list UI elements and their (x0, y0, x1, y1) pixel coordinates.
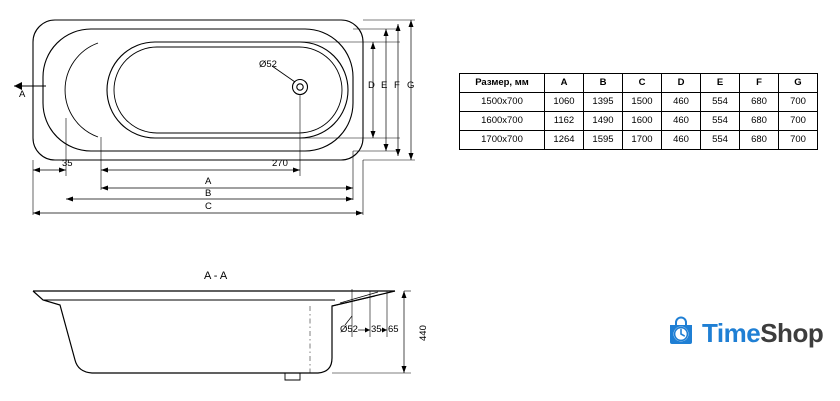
table-header-cell: F (740, 74, 779, 93)
clock-shopping-bag-icon (666, 316, 696, 351)
table-cell: 680 (740, 93, 779, 112)
table-header-cell: Размер, мм (460, 74, 545, 93)
logo-text-shop: Shop (760, 318, 824, 348)
dim-f-label: F (394, 80, 400, 91)
table-row (460, 93, 818, 112)
section-title-label: A - A (204, 270, 228, 282)
table-cell: 1490 (584, 112, 623, 131)
table-cell: 554 (701, 131, 740, 150)
table-header-cell: A (545, 74, 584, 93)
table-row (460, 131, 818, 150)
table-cell: 460 (662, 131, 701, 150)
table-header-cell: B (584, 74, 623, 93)
table-cell: 1600 (623, 112, 662, 131)
section-marker-a-label: A (19, 89, 26, 100)
dimensions-table (459, 73, 818, 150)
table-cell: 700 (779, 93, 818, 112)
table-cell: 1600x700 (460, 112, 545, 131)
drain-diameter-label: Ø52 (259, 59, 277, 70)
table-cell: 1395 (584, 93, 623, 112)
tub-outer-outline (33, 20, 363, 160)
section-dim-440-label: 440 (418, 325, 429, 341)
dim-a-label: A (205, 176, 212, 187)
dim-e-label: E (381, 80, 388, 91)
table-header-cell: E (701, 74, 740, 93)
table-cell: 1060 (545, 93, 584, 112)
table-row (460, 112, 818, 131)
dim-g-label: G (407, 80, 415, 91)
dim-c-label: C (205, 201, 212, 212)
dim-b-label: B (205, 188, 212, 199)
timeshop-logo[interactable] (666, 316, 823, 351)
table-cell: 460 (662, 112, 701, 131)
tub-bowl-inner-outline (114, 47, 342, 133)
section-right-shoulder (332, 296, 375, 306)
tub-bowl-outline (107, 42, 348, 138)
section-drain-diameter-label: Ø52 (340, 324, 358, 335)
table-cell: 680 (740, 112, 779, 131)
drain-inner-circle (297, 84, 303, 90)
table-cell: 1700 (623, 131, 662, 150)
table-cell: 554 (701, 112, 740, 131)
table-header-row (460, 74, 818, 93)
table-cell: 1500 (623, 93, 662, 112)
dim-d-label: D (368, 80, 375, 91)
table-cell: 1700x700 (460, 131, 545, 150)
table-cell: 1264 (545, 131, 584, 150)
table-cell: 1595 (584, 131, 623, 150)
section-drain-outline (285, 373, 300, 380)
table-cell: 700 (779, 131, 818, 150)
dim-270-label: 270 (272, 158, 288, 169)
table-header-cell: G (779, 74, 818, 93)
table-cell: 680 (740, 131, 779, 150)
section-dim-65-label: 65 (388, 324, 399, 335)
dim-35-label: 35 (62, 158, 73, 169)
table-cell: 554 (701, 93, 740, 112)
section-right-shoulder-2 (340, 292, 378, 303)
tub-head-curve (65, 43, 98, 137)
table-cell: 1500x700 (460, 93, 545, 112)
table-cell: 1162 (545, 112, 584, 131)
table-cell: 460 (662, 93, 701, 112)
logo-text-time: Time (702, 318, 761, 348)
table-cell: 700 (779, 112, 818, 131)
table-header-cell: D (662, 74, 701, 93)
section-dim-35-label: 35 (371, 324, 382, 335)
table-header-cell: C (623, 74, 662, 93)
dimensions-table-wrap (459, 73, 818, 150)
